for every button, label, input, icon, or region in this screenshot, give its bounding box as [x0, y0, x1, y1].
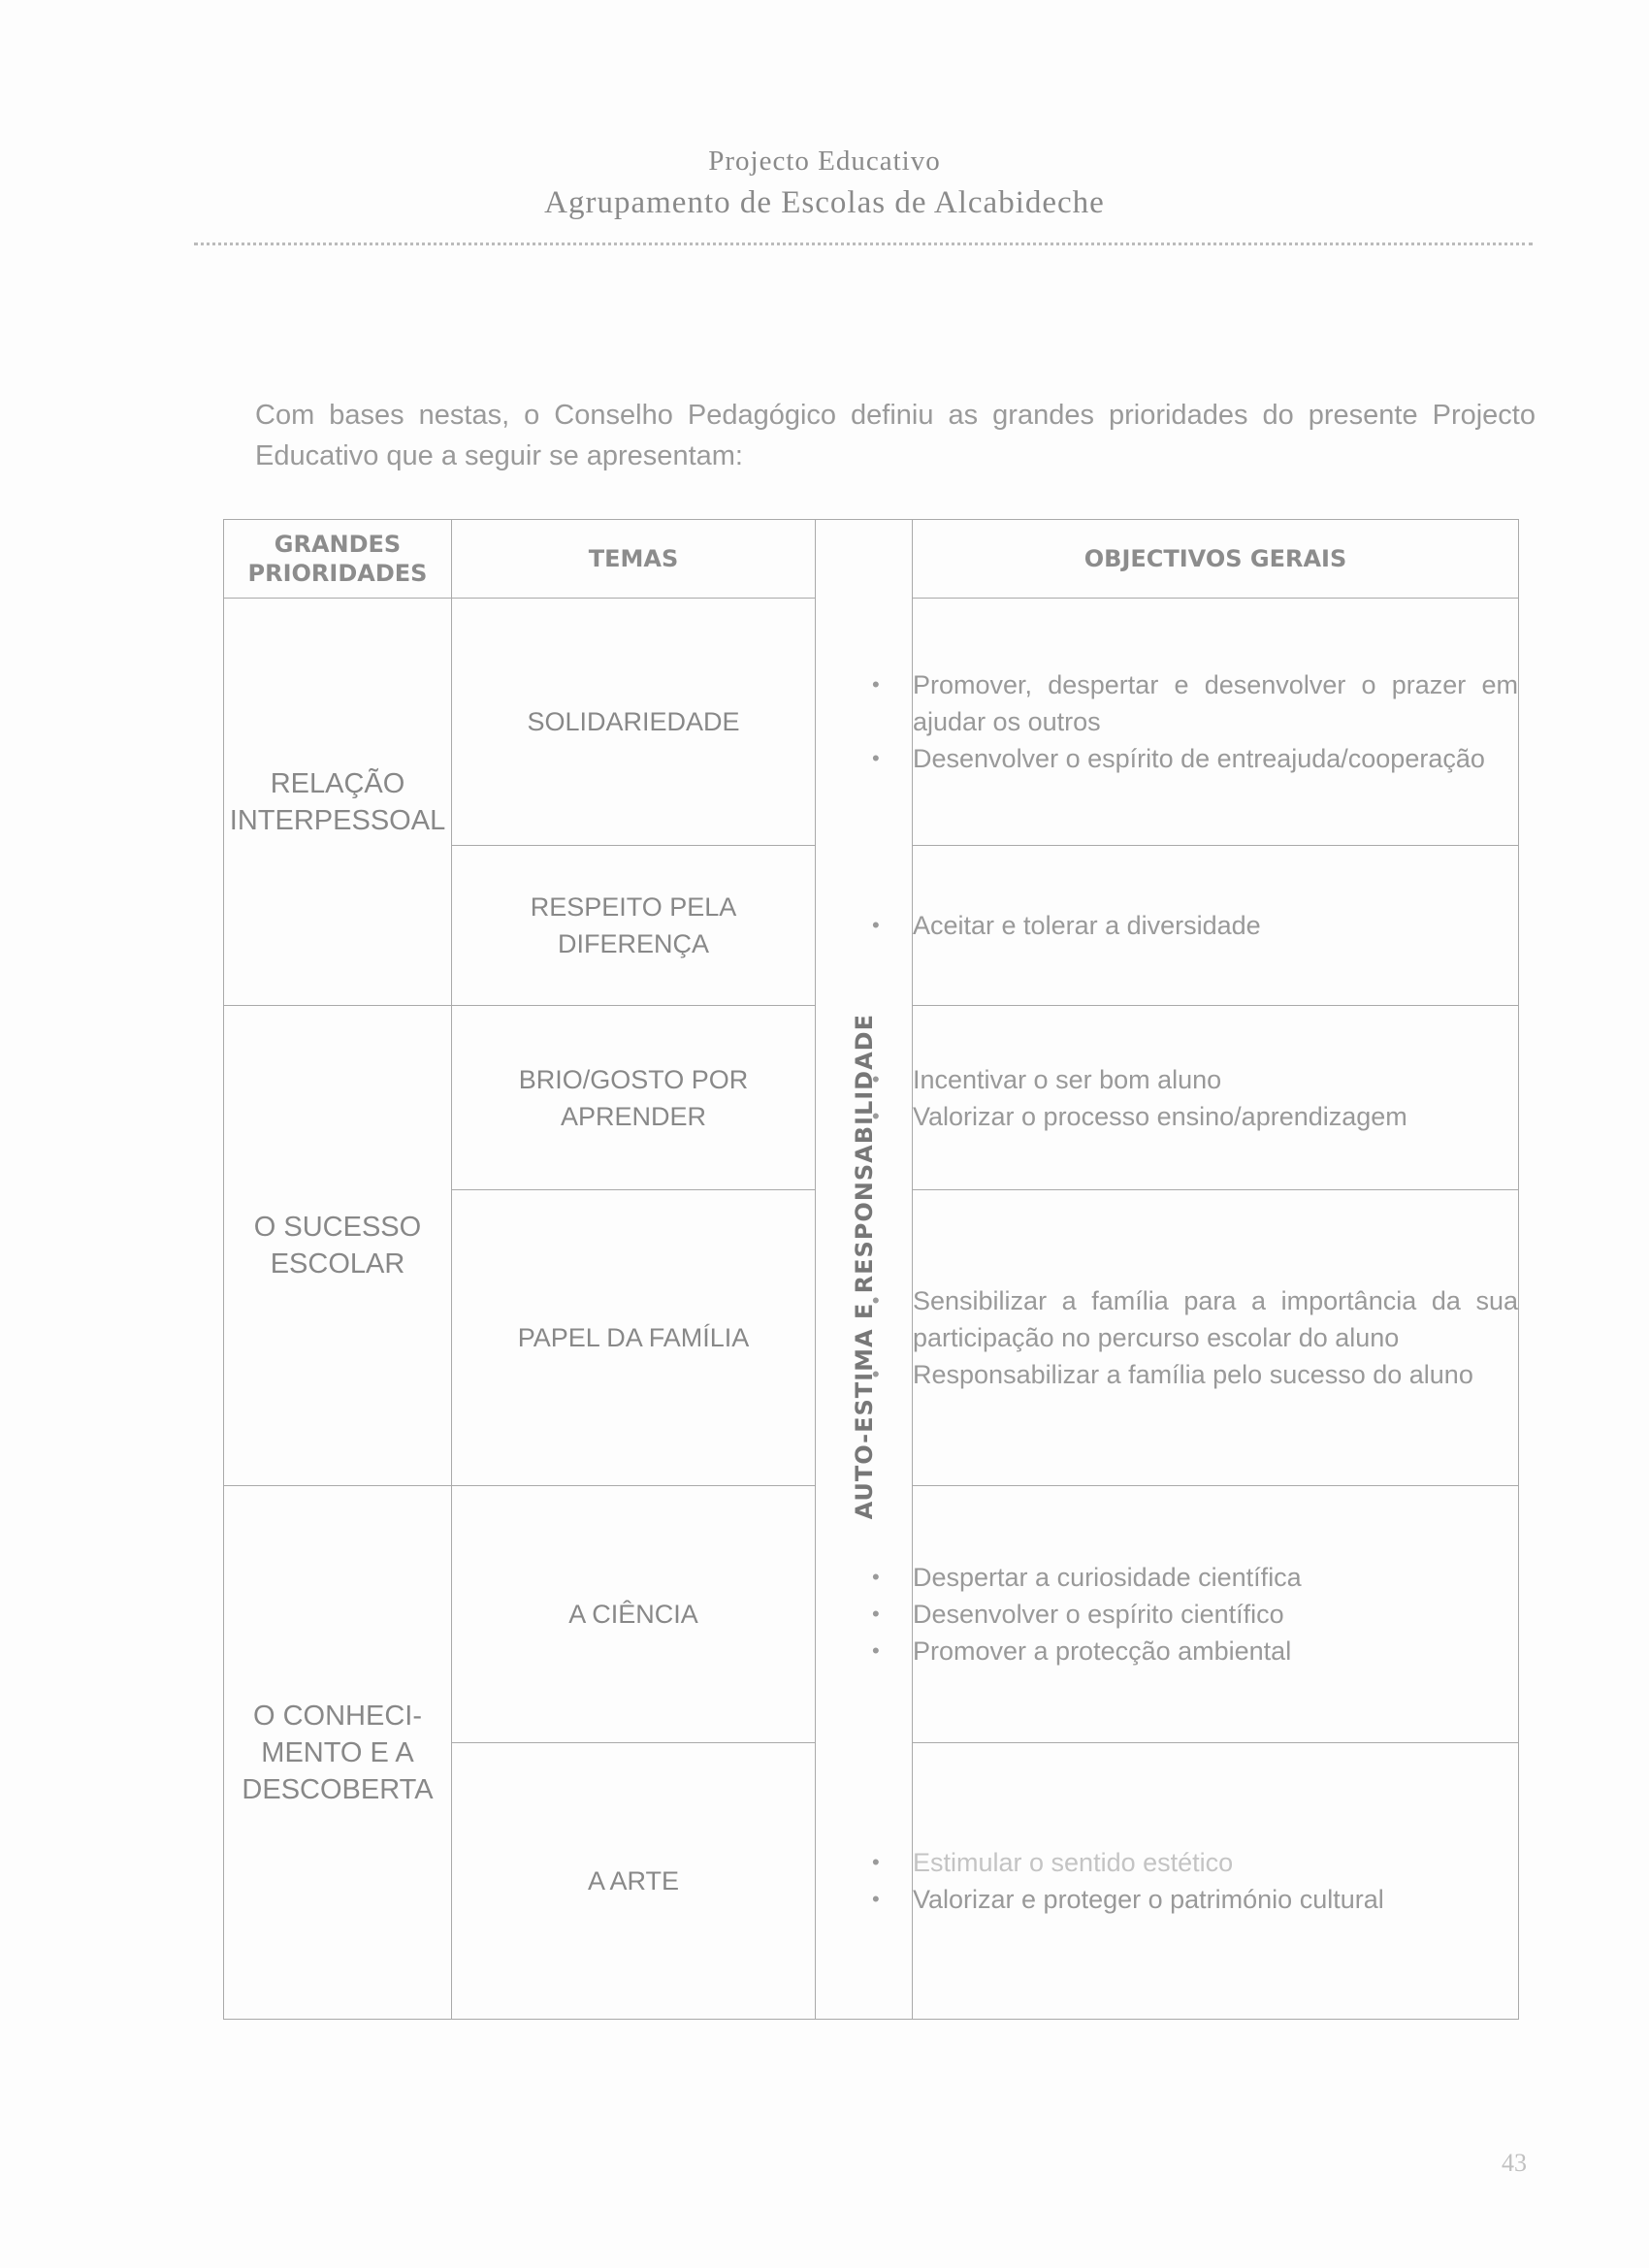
- objective-item: • Despertar a curiosidade científica: [913, 1559, 1518, 1596]
- objective-item: • Sensibilizar a família para a importância da sua participação no percurso escolar do aluno: [913, 1282, 1518, 1356]
- intro-paragraph: Com bases nestas, o Conselho Pedagógico definiu as grandes prioridades do presente Projecto Educativo que a seguir se apresentam:: [255, 400, 1536, 471]
- page-number: 43: [1502, 2149, 1527, 2177]
- priority-cell: O SUCESSO ESCOLAR: [224, 1006, 452, 1486]
- objectives-cell: [913, 1743, 1519, 2020]
- tema-cell: PAPEL DA FAMÍLIA: [452, 1190, 816, 1486]
- vertical-theme-label: AUTO-ESTIMA E RESPONSABILIDADE: [850, 1014, 878, 1520]
- tema-cell: RESPEITO PELA DIFERENÇA: [452, 846, 816, 1006]
- column-header-temas: TEMAS: [452, 520, 816, 599]
- header-divider: [194, 243, 1533, 245]
- column-header-prioridades: GRANDES PRIORIDADES: [224, 520, 452, 599]
- page-header: [0, 146, 1649, 221]
- objectives-cell: [913, 1006, 1519, 1190]
- header-subtitle: Agrupamento de Escolas de Alcabideche: [544, 185, 1105, 220]
- objective-item: • Valorizar o processo ensino/aprendizagem: [913, 1098, 1518, 1135]
- tema-cell: BRIO/GOSTO POR APRENDER: [452, 1006, 816, 1190]
- tema-cell: SOLIDARIEDADE: [452, 599, 816, 846]
- objective-item: • Promover a protecção ambiental: [913, 1633, 1518, 1669]
- objectives-cell: [913, 1190, 1519, 1486]
- objective-item: • Promover, despertar e desenvolver o prazer em ajudar os outros: [913, 666, 1518, 740]
- vertical-theme-cell: [816, 520, 913, 2020]
- tema-cell: A ARTE: [452, 1743, 816, 2020]
- objectives-cell: [913, 599, 1519, 846]
- objective-item: • Desenvolver o espírito de entreajuda/cooperação: [913, 740, 1518, 777]
- priority-cell: RELAÇÃO INTERPESSOAL: [224, 599, 452, 1006]
- priority-cell: O CONHECI-MENTO E A DESCOBERTA: [224, 1486, 452, 2020]
- header-title: Projecto Educativo: [708, 146, 941, 177]
- objectives-cell: [913, 1486, 1519, 1743]
- objective-item: • Responsabilizar a família pelo sucesso do aluno: [913, 1356, 1518, 1393]
- objective-item: • Estimular o sentido estético: [913, 1844, 1518, 1881]
- objective-item: • Incentivar o ser bom aluno: [913, 1061, 1518, 1098]
- column-header-objectivos: OBJECTIVOS GERAIS: [913, 520, 1519, 599]
- objective-item: • Desenvolver o espírito científico: [913, 1596, 1518, 1633]
- objective-item: • Aceitar e tolerar a diversidade: [913, 907, 1518, 944]
- objectives-cell: [913, 846, 1519, 1006]
- objective-item: • Valorizar e proteger o património cultural: [913, 1881, 1518, 1918]
- tema-cell: A CIÊNCIA: [452, 1486, 816, 1743]
- priorities-table: [223, 519, 1519, 2020]
